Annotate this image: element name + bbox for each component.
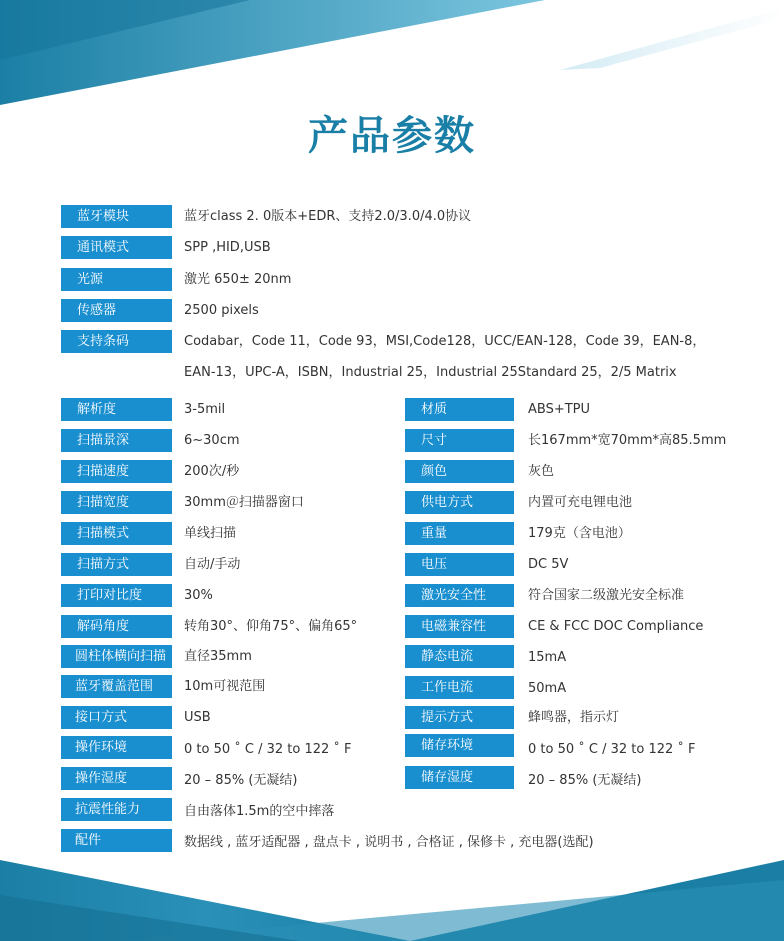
spec-value-supported-barcodes-line2: EAN-13，UPC-A，ISBN，Industrial 25，Industrial 25Standard 25，2/5 Matrix [184, 365, 677, 380]
spec-label-sensor: 传感器 [61, 299, 172, 322]
spec-label-storage-environment: 储存环境 [405, 734, 514, 757]
spec-label-static-current: 静态电流 [405, 645, 514, 668]
spec-value-voltage: DC 5V [528, 557, 569, 572]
spec-label-color: 颜色 [405, 460, 514, 483]
spec-value-power-supply: 内置可充电锂电池 [528, 495, 633, 510]
spec-value-operating-environment: 0 to 50 ˚ C / 32 to 122 ˚ F [184, 742, 352, 757]
spec-value-storage-environment: 0 to 50 ˚ C / 32 to 122 ˚ F [528, 742, 696, 757]
spec-value-print-contrast: 30% [184, 588, 213, 603]
spec-label-scan-speed: 扫描速度 [61, 460, 172, 483]
spec-label-print-contrast: 打印对比度 [61, 584, 172, 607]
spec-label-accessories: 配件 [61, 829, 172, 852]
page-title: 产品参数 [308, 113, 476, 159]
spec-label-storage-humidity: 储存湿度 [405, 766, 514, 789]
spec-value-weight: 179克（含电池） [528, 526, 631, 541]
spec-value-laser-safety: 符合国家二级激光安全标准 [528, 588, 685, 603]
spec-label-emc: 电磁兼容性 [405, 615, 514, 638]
spec-value-bluetooth-range: 10m可视范围 [184, 679, 266, 694]
spec-label-supported-barcodes: 支持条码 [61, 330, 172, 353]
spec-label-bluetooth-module: 蓝牙模块 [61, 205, 172, 228]
spec-value-shock-resistance: 自由落体1.5m的空中摔落 [184, 804, 335, 819]
spec-label-resolution: 解析度 [61, 398, 172, 421]
spec-label-operating-environment: 操作环境 [61, 736, 172, 759]
spec-label-dimensions: 尺寸 [405, 429, 514, 452]
spec-value-decode-angle: 转角30°、仰角75°、偏角65° [184, 619, 358, 634]
spec-value-interface: USB [184, 710, 211, 725]
spec-label-material: 材质 [405, 398, 514, 421]
spec-label-scan-width: 扫描宽度 [61, 491, 172, 514]
spec-value-light-source: 激光 650± 20nm [184, 272, 292, 287]
spec-value-scan-mode: 单线扫描 [184, 526, 237, 541]
spec-label-decode-angle: 解码角度 [61, 615, 172, 638]
spec-value-scan-method: 自动/手动 [184, 557, 241, 572]
spec-label-depth-of-field: 扫描景深 [61, 429, 172, 452]
spec-value-material: ABS+TPU [528, 402, 591, 417]
spec-label-communication-mode: 通讯模式 [61, 236, 172, 259]
spec-label-scan-mode: 扫描模式 [61, 522, 172, 545]
spec-label-weight: 重量 [405, 522, 514, 545]
spec-value-cylinder-scan: 直径35mm [184, 649, 252, 664]
spec-label-interface: 接口方式 [61, 706, 172, 729]
spec-value-scan-speed: 200次/秒 [184, 464, 240, 479]
spec-label-operating-humidity: 操作湿度 [61, 767, 172, 790]
spec-value-operating-humidity: 20 – 85% (无凝结) [184, 773, 298, 788]
spec-label-scan-method: 扫描方式 [61, 553, 172, 576]
spec-value-resolution: 3-5mil [184, 402, 226, 417]
spec-label-laser-safety: 激光安全性 [405, 584, 514, 607]
spec-value-dimensions: 长167mm*宽70mm*高85.5mm [528, 433, 727, 448]
spec-value-alert-mode: 蜂鸣器，指示灯 [528, 710, 620, 725]
spec-value-emc: CE & FCC DOC Compliance [528, 619, 704, 634]
spec-value-scan-width: 30mm＠扫描器窗口 [184, 495, 304, 510]
spec-label-voltage: 电压 [405, 553, 514, 576]
spec-value-color: 灰色 [528, 464, 555, 479]
spec-value-storage-humidity: 20 – 85% (无凝结) [528, 773, 642, 788]
spec-value-working-current: 50mA [528, 681, 567, 696]
spec-label-shock-resistance: 抗震性能力 [61, 798, 172, 821]
spec-value-accessories: 数据线 , 蓝牙适配器 , 盘点卡 , 说明书 , 合格证 , 保修卡 , 充电器(选配) [184, 835, 594, 850]
spec-value-supported-barcodes: Codabar，Code 11，Code 93，MSI,Code128，UCC/EAN-128，Code 39，EAN-8， [184, 334, 706, 349]
spec-label-light-source: 光源 [61, 268, 172, 291]
spec-value-depth-of-field: 6~30cm [184, 433, 240, 448]
spec-label-working-current: 工作电流 [405, 676, 514, 699]
spec-value-communication-mode: SPP ,HID,USB [184, 240, 271, 255]
spec-label-cylinder-scan: 圆柱体横向扫描 [61, 645, 172, 668]
spec-label-power-supply: 供电方式 [405, 491, 514, 514]
spec-label-alert-mode: 提示方式 [405, 706, 514, 729]
spec-value-bluetooth-module: 蓝牙class 2. 0版本+EDR、支持2.0/3.0/4.0协议 [184, 209, 472, 224]
spec-label-bluetooth-range: 蓝牙覆盖范围 [61, 675, 172, 698]
spec-value-static-current: 15mA [528, 650, 567, 665]
spec-value-sensor: 2500 pixels [184, 303, 259, 318]
